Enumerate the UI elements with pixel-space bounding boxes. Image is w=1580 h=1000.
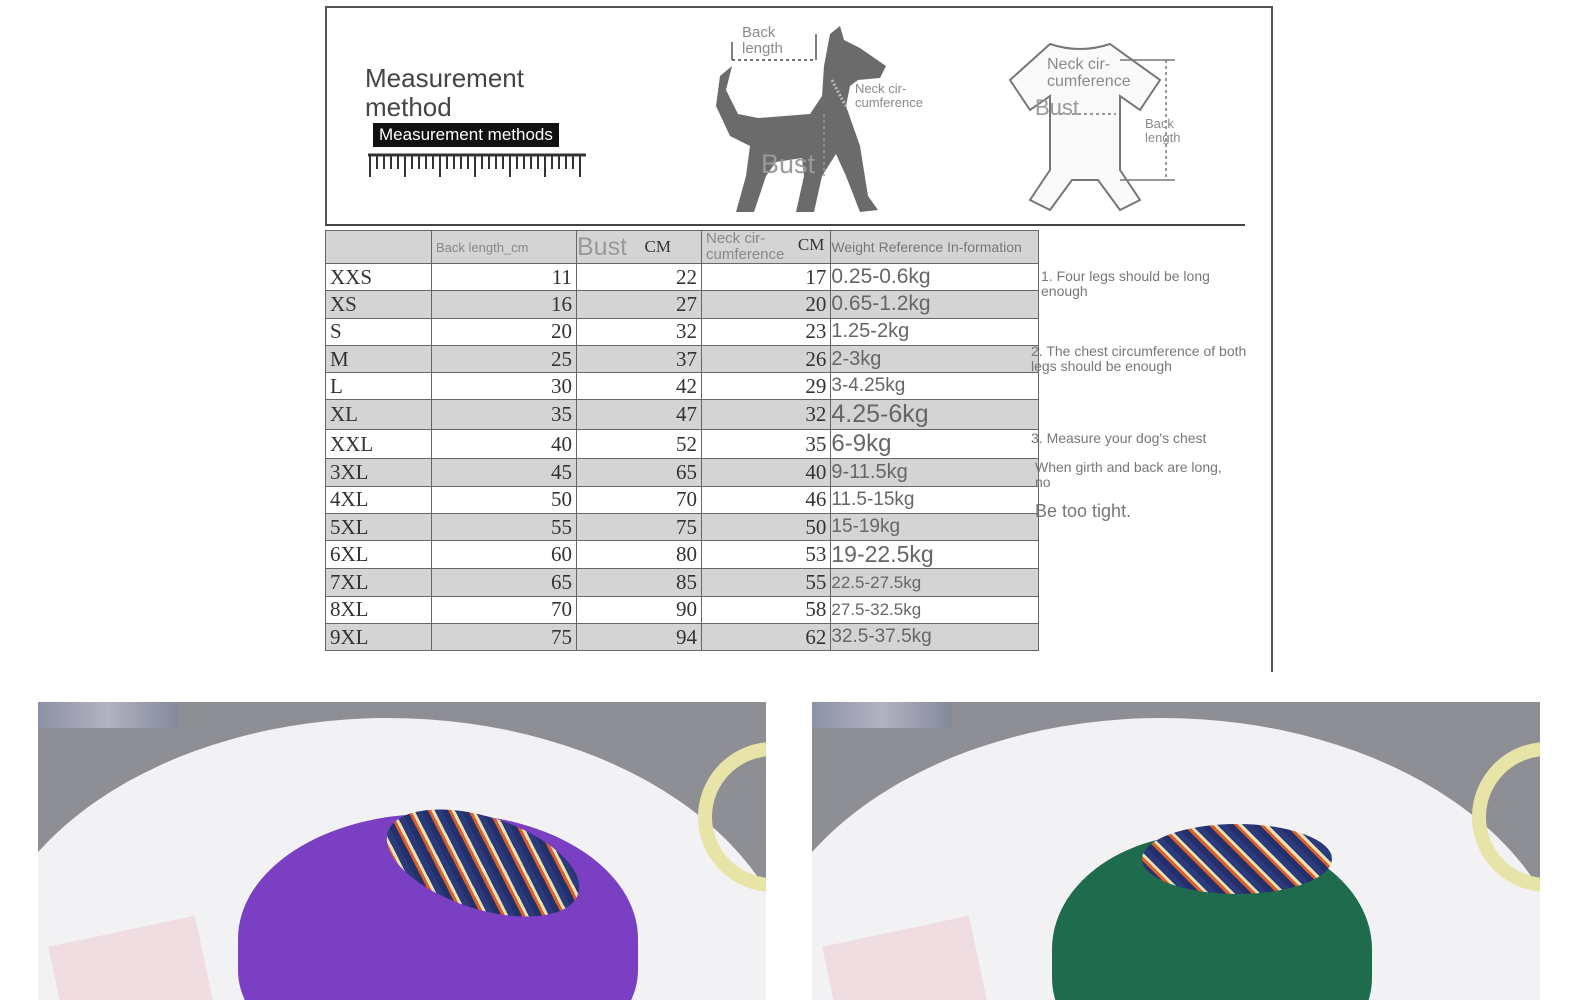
neck-cell: 55 [702,569,831,596]
table-row [326,541,1039,569]
dog-silhouette-icon [710,26,895,216]
garment-back-length-label: Back length [1145,116,1181,145]
garment-bust-label: Bust [1035,95,1080,120]
bust-cell: 52 [577,430,702,459]
size-header [326,231,432,264]
hoodie-lining [1142,824,1332,894]
size-cell: 4XL [326,486,432,513]
table-row [326,373,1039,400]
neck-cell: 46 [702,486,831,513]
table-row [326,623,1039,650]
size-cell: XL [326,400,432,430]
back-length-cell: 55 [432,514,577,541]
size-cell: 7XL [326,569,432,596]
bust-cell: 27 [577,291,702,318]
back-length-cell: 35 [432,400,577,430]
back-length-cell: 50 [432,486,577,513]
back-length-cell: 65 [432,569,577,596]
back-length-cell: 11 [432,264,577,291]
table-row [326,569,1039,596]
bust-cell: 22 [577,264,702,291]
size-cell: 6XL [326,541,432,569]
bust-cell: 42 [577,373,702,400]
weight-cell: 27.5-32.5kg [831,596,1039,623]
table-row [326,318,1039,345]
weight-cell: 11.5-15kg [831,486,1039,513]
bust-cell: 47 [577,400,702,430]
size-table [325,230,1039,651]
garment-neck-label: Neck cir-cumference [1047,56,1131,90]
back-length-cell: 30 [432,373,577,400]
neck-cell: 20 [702,291,831,318]
weight-cell: 15-19kg [831,514,1039,541]
size-cell: XS [326,291,432,318]
neck-cell: 17 [702,264,831,291]
neck-cell: 29 [702,373,831,400]
size-cell: S [326,318,432,345]
table-row [326,596,1039,623]
table-row [326,514,1039,541]
table-row [326,459,1039,486]
table-row [326,291,1039,318]
note-2: 2. The chest circumference of both legs should be enough [1031,343,1247,374]
bust-unit: CM [644,237,671,256]
size-cell: 9XL [326,623,432,650]
neck-cell: 50 [702,514,831,541]
neck-unit: CM [797,235,825,254]
back-length-cell: 40 [432,430,577,459]
back-length-header: Back length_cm [432,231,577,264]
dog-bust-label: Bust [761,149,816,179]
bust-cell: 37 [577,345,702,372]
dog-back-length-label: Back length [742,24,783,57]
back-length-cell: 25 [432,345,577,372]
flowers-decor [812,702,952,728]
weight-cell: 0.25-0.6kg [831,264,1039,291]
bust-cell: 80 [577,541,702,569]
weight-cell: 22.5-27.5kg [831,569,1039,596]
note-5: Be too tight. [1035,501,1132,521]
back-length-cell: 70 [432,596,577,623]
neck-cell: 58 [702,596,831,623]
table-row [326,345,1039,372]
back-length-cell: 60 [432,541,577,569]
dog-neck-label: Neck cir-cumference [855,81,923,110]
back-length-cell: 20 [432,318,577,345]
bust-cell: 90 [577,596,702,623]
table-row [326,264,1039,291]
weight-cell: 4.25-6kg [831,400,1039,430]
weight-cell: 1.25-2kg [831,318,1039,345]
table-row [326,430,1039,459]
weight-cell: 32.5-37.5kg [831,623,1039,650]
bust-cell: 75 [577,514,702,541]
back-length-cell: 75 [432,623,577,650]
neck-cell: 26 [702,345,831,372]
neck-cell: 35 [702,430,831,459]
chart-right-border [1271,6,1273,672]
neck-header [702,231,831,264]
bust-header-label: Bust [577,232,628,261]
back-length-cell: 45 [432,459,577,486]
back-length-cell: 16 [432,291,577,318]
size-cell: XXS [326,264,432,291]
weight-cell: 0.65-1.2kg [831,291,1039,318]
measurement-method-title: Measurement method [365,63,524,122]
size-chart [325,6,1275,676]
bust-cell: 85 [577,569,702,596]
weight-cell: 19-22.5kg [831,541,1039,569]
weight-cell: 3-4.25kg [831,373,1039,400]
neck-cell: 62 [702,623,831,650]
ruler-icon [368,151,586,179]
weight-header: Weight Reference In-formation [831,231,1039,264]
neck-header-label: Neck cir-cumference [706,230,785,263]
size-cell: 3XL [326,459,432,486]
note-1: 1. Four legs should be long enough [1041,268,1210,299]
size-cell: 8XL [326,596,432,623]
neck-cell: 53 [702,541,831,569]
bust-header [577,231,702,264]
flowers-decor [38,702,178,728]
green-hoodie-photo [812,702,1540,1000]
size-cell: 5XL [326,514,432,541]
bust-cell: 70 [577,486,702,513]
neck-cell: 23 [702,318,831,345]
neck-cell: 40 [702,459,831,486]
weight-cell: 9-11.5kg [831,459,1039,486]
bust-cell: 65 [577,459,702,486]
measurement-methods-badge: Measurement methods [373,123,559,147]
size-cell: M [326,345,432,372]
neck-cell: 32 [702,400,831,430]
weight-cell: 6-9kg [831,430,1039,459]
note-4: When girth and back are long, no [1035,459,1222,490]
table-row [326,400,1039,430]
bust-cell: 32 [577,318,702,345]
size-cell: XXL [326,430,432,459]
note-3: 3. Measure your dog's chest [1031,430,1207,446]
weight-cell: 2-3kg [831,345,1039,372]
size-cell: L [326,373,432,400]
bust-cell: 94 [577,623,702,650]
header-divider [325,224,1245,226]
purple-hoodie-photo [38,702,766,1000]
table-row [326,486,1039,513]
